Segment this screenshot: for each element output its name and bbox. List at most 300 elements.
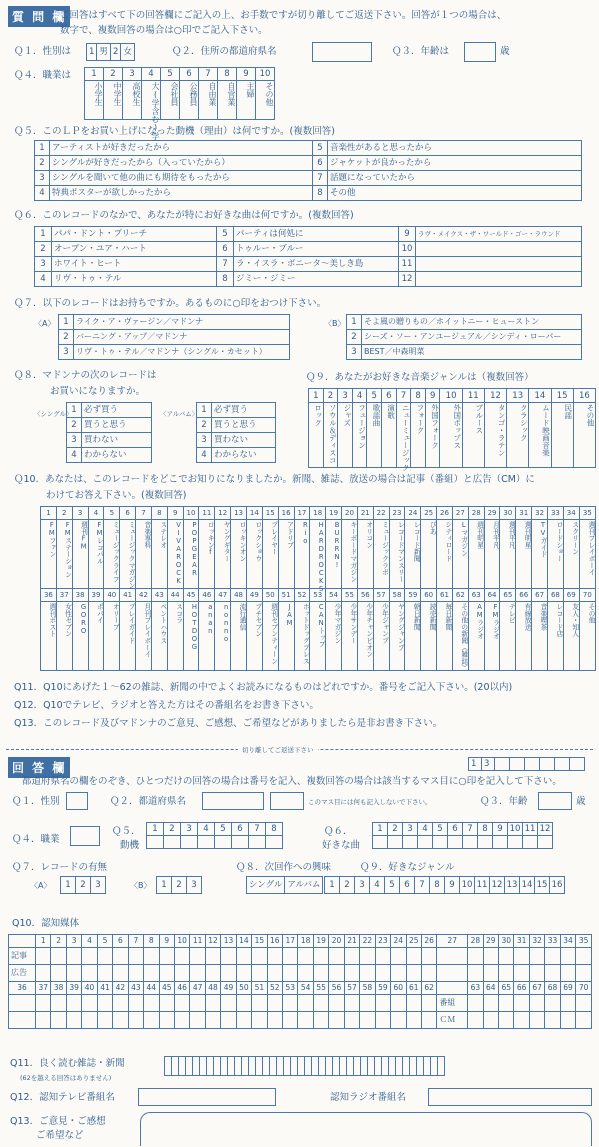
answer-q10-cell[interactable]: [421, 1012, 436, 1029]
answer-q11-cell[interactable]: [382, 1057, 389, 1076]
answer-q5-cell[interactable]: [147, 836, 164, 849]
answer-q6-cell[interactable]: [463, 836, 478, 849]
q10-media-option[interactable]: 週刊FM: [72, 520, 88, 589]
answer-q6-cell[interactable]: [478, 836, 493, 849]
answer-q10-cell[interactable]: [375, 965, 390, 982]
answer-q9-cell[interactable]: 10: [460, 877, 475, 894]
answer-q10-cell[interactable]: [205, 948, 220, 965]
q3-answer-box[interactable]: [464, 42, 496, 62]
answer-q11-cell[interactable]: [270, 1057, 277, 1076]
answer-q10-cell[interactable]: [252, 1012, 267, 1029]
answer-q11-cell[interactable]: [438, 1057, 445, 1076]
answer-q10-cell[interactable]: [375, 1012, 390, 1029]
q10-media-option[interactable]: AMラジオ: [468, 602, 484, 671]
q9-genre-option[interactable]: フュージョン: [352, 403, 367, 468]
answer-q10-cell[interactable]: [205, 965, 220, 982]
answer-q11-cell[interactable]: [347, 1057, 354, 1076]
q10-media-option[interactable]: 友人・知人: [563, 602, 579, 671]
answer-q6-cell[interactable]: [508, 836, 523, 849]
answer-q12-radio-box[interactable]: [428, 1088, 592, 1106]
q10-media-option[interactable]: レコード新聞: [405, 520, 421, 589]
answer-q10-cell[interactable]: [514, 1012, 529, 1029]
answer-q10-cell[interactable]: [82, 948, 97, 965]
q10-media-option[interactable]: 週刊明星: [468, 520, 484, 589]
answer-q7-b-cell[interactable]: 2: [172, 877, 187, 894]
answer-q10-cell[interactable]: [529, 1012, 544, 1029]
answer-q10-cell[interactable]: [174, 1012, 189, 1029]
answer-q10-cell[interactable]: [406, 995, 421, 1012]
q10-media-option[interactable]: HOTDOG: [183, 602, 199, 671]
answer-q10-cell[interactable]: [560, 995, 575, 1012]
answer-q10-cell[interactable]: [221, 995, 236, 1012]
answer-q3-box[interactable]: [538, 792, 572, 810]
q8-album-option[interactable]: 買うと思う: [212, 418, 276, 433]
q7-record[interactable]: リヴ・トゥ・テル／マドンナ（シングル・カセット）: [74, 345, 290, 360]
q6-song[interactable]: [416, 257, 582, 272]
q10-media-option[interactable]: FMステーション: [56, 520, 72, 589]
q10-media-option[interactable]: スクリーン: [563, 520, 579, 589]
answer-q10-cell[interactable]: [313, 995, 328, 1012]
answer-q10-cell[interactable]: [360, 1012, 375, 1029]
answer-q10-cell[interactable]: [529, 965, 544, 982]
q10-media-option[interactable]: ミュージックライフ: [104, 520, 120, 589]
answer-q10-cell[interactable]: [329, 1012, 344, 1029]
answer-q10-cell[interactable]: [36, 965, 51, 982]
answer-q10-cell[interactable]: [174, 995, 189, 1012]
q9-genre-option[interactable]: ムード映画音楽: [529, 403, 551, 468]
answer-q10-cell[interactable]: [298, 995, 313, 1012]
q7-record[interactable]: そよ風の贈りもの／ホイットニー・ヒューストン: [362, 315, 582, 330]
answer-q10-cell[interactable]: [159, 948, 174, 965]
q10-media-option[interactable]: 少年マガジン: [326, 602, 342, 671]
answer-q10-cell[interactable]: [437, 948, 468, 965]
answer-q10-cell[interactable]: [267, 995, 282, 1012]
answer-q5-cell[interactable]: [181, 836, 198, 849]
q10-media-option[interactable]: 音楽喫茶: [532, 602, 548, 671]
answer-q10-cell[interactable]: [421, 965, 436, 982]
answer-q10-cell[interactable]: [360, 965, 375, 982]
q10-media-option[interactable]: ホットドッグプレス: [294, 602, 310, 671]
q5-reason[interactable]: シングルを聞いて他の曲にも期待をもったから: [50, 171, 313, 186]
q10-media-option[interactable]: 少年ジャンプ: [373, 602, 389, 671]
q4-occupation-option[interactable]: 中学生: [104, 81, 123, 120]
answer-q10-cell[interactable]: [499, 965, 514, 982]
q10-media-option[interactable]: Rio: [294, 520, 310, 589]
q4-occupation-option[interactable]: 自由業: [199, 81, 218, 120]
answer-q10-cell[interactable]: [514, 948, 529, 965]
answer-q2-box[interactable]: [202, 792, 264, 810]
answer-q10-cell[interactable]: [159, 1012, 174, 1029]
answer-q9-cell[interactable]: 16: [550, 877, 565, 894]
q10-media-option[interactable]: シティロード: [437, 520, 453, 589]
answer-q6-cell[interactable]: [403, 836, 418, 849]
answer-q10-cell[interactable]: [499, 948, 514, 965]
q10-media-option[interactable]: 週刊プレイボーイ: [579, 520, 595, 589]
answer-q10-cell[interactable]: [236, 995, 251, 1012]
q10-media-option[interactable]: オリーブ: [104, 602, 120, 671]
q1-male[interactable]: 男: [97, 44, 111, 61]
answer-q11-cell[interactable]: [200, 1057, 207, 1076]
answer-q11-cell[interactable]: [396, 1057, 403, 1076]
q10-media-option[interactable]: 週刊セブンティーン: [262, 602, 278, 671]
q10-media-option[interactable]: ヤングジャンプ: [389, 602, 405, 671]
answer-q10-cell[interactable]: [128, 948, 143, 965]
answer-q10-cell[interactable]: [406, 948, 421, 965]
answer-q10-cell[interactable]: [9, 995, 36, 1012]
answer-q11-cell[interactable]: [361, 1057, 368, 1076]
q10-media-option[interactable]: その他: [579, 602, 595, 671]
answer-q10-cell[interactable]: [36, 1012, 51, 1029]
answer-q11-cell[interactable]: [277, 1057, 284, 1076]
answer-q10-cell[interactable]: [144, 965, 159, 982]
answer-q10-cell[interactable]: [499, 1012, 514, 1029]
q10-media-option[interactable]: ポパイ: [88, 602, 104, 671]
answer-q11-cell[interactable]: [340, 1057, 347, 1076]
q4-occupation-option[interactable]: 主婦: [237, 81, 256, 120]
q10-media-option[interactable]: 週刊明星: [516, 520, 532, 589]
answer-q10-cell[interactable]: [128, 995, 143, 1012]
answer-q9-cell[interactable]: 14: [520, 877, 535, 894]
answer-q10-cell[interactable]: [36, 948, 51, 965]
q6-song[interactable]: パパ・ドント・プリーチ: [52, 227, 217, 242]
code-cell-3[interactable]: [495, 758, 510, 771]
q5-reason[interactable]: アーティストが好きだったから: [50, 141, 313, 156]
q10-media-option[interactable]: ステレオ: [151, 520, 167, 589]
q9-genre-option[interactable]: 外国フォーク: [425, 403, 440, 468]
q10-media-option[interactable]: プレイガイド: [120, 602, 136, 671]
q10-media-option[interactable]: POPGEAR: [183, 520, 199, 589]
answer-q10-cell[interactable]: [329, 965, 344, 982]
answer-q11-cell[interactable]: [221, 1057, 228, 1076]
answer-q10-cell[interactable]: [283, 965, 298, 982]
answer-q10-cell[interactable]: [298, 948, 313, 965]
q10-media-option[interactable]: 月刊平凡: [484, 520, 500, 589]
answer-q11-cell[interactable]: [256, 1057, 263, 1076]
answer-q11-cell[interactable]: [410, 1057, 417, 1076]
answer-q10-cell[interactable]: [468, 1012, 483, 1029]
q10-media-option[interactable]: ミュージックマガジン: [120, 520, 136, 589]
answer-q10-cell[interactable]: [576, 965, 592, 982]
q8-single-option[interactable]: わからない: [82, 448, 152, 463]
answer-q10-cell[interactable]: [51, 995, 66, 1012]
q10-media-option[interactable]: テレビ: [500, 602, 516, 671]
answer-q10-cell[interactable]: [514, 965, 529, 982]
answer-q10-cell[interactable]: [375, 995, 390, 1012]
q9-genre-option[interactable]: その他: [573, 403, 595, 468]
answer-q6-cell[interactable]: [418, 836, 433, 849]
answer-q10-cell[interactable]: [113, 1012, 128, 1029]
q10-media-option[interactable]: アドリブ: [278, 520, 294, 589]
answer-q10-cell[interactable]: [391, 1012, 406, 1029]
q7-record[interactable]: シーズ・ソー・アンユージュアル／シンディ・ローパー: [362, 330, 582, 345]
answer-q10-cell[interactable]: [190, 948, 205, 965]
q6-song[interactable]: ラヴ・メイクス・ザ・ワールド・ゴー・ラウンド: [416, 227, 582, 242]
q9-genre-option[interactable]: ロック: [309, 403, 324, 468]
q10-media-option[interactable]: HARDROCKS: [310, 520, 326, 589]
answer-q9-cell[interactable]: 2: [340, 877, 355, 894]
q4-occupation-option[interactable]: 高校生: [123, 81, 142, 120]
q10-media-option[interactable]: オリコン: [357, 520, 373, 589]
q9-genre-option[interactable]: ブルース: [462, 403, 484, 468]
answer-q10-cell[interactable]: [174, 948, 189, 965]
answer-q10-cell[interactable]: [437, 965, 468, 982]
answer-q10-cell[interactable]: [205, 995, 220, 1012]
answer-q10-cell[interactable]: [267, 948, 282, 965]
q10-media-option[interactable]: BURRN!: [326, 520, 342, 589]
answer-q11-cell[interactable]: [305, 1057, 312, 1076]
answer-q9-cell[interactable]: 15: [535, 877, 550, 894]
answer-q10-cell[interactable]: [545, 948, 560, 965]
q6-song[interactable]: ラ・イスラ・ボニータ〜美しき島: [234, 257, 399, 272]
answer-q6-cell[interactable]: [433, 836, 448, 849]
answer-q10-cell[interactable]: [283, 1012, 298, 1029]
answer-q10-cell[interactable]: [421, 948, 436, 965]
answer-q10-cell[interactable]: [51, 965, 66, 982]
q10-media-option[interactable]: レコード店: [548, 602, 564, 671]
answer-q10-cell[interactable]: [375, 948, 390, 965]
q10-media-option[interactable]: 週刊ポスト: [41, 602, 57, 671]
answer-q6-cell[interactable]: [448, 836, 463, 849]
answer-q10-cell[interactable]: [144, 1012, 159, 1029]
answer-q10-cell[interactable]: [560, 948, 575, 965]
answer-q11-cell[interactable]: [228, 1057, 235, 1076]
answer-q9-cell[interactable]: 8: [430, 877, 445, 894]
q5-reason[interactable]: 特典ポスターが欲しかったから: [50, 186, 313, 201]
answer-q10-cell[interactable]: [267, 1012, 282, 1029]
code-cell-5[interactable]: [525, 758, 540, 771]
answer-q10-cell[interactable]: [236, 1012, 251, 1029]
answer-q10-cell[interactable]: [576, 948, 592, 965]
answer-q10-cell[interactable]: [313, 965, 328, 982]
q5-reason[interactable]: 音楽性があると思ったから: [328, 141, 582, 156]
q6-song[interactable]: リヴ・トゥ・テル: [52, 272, 217, 287]
answer-q10-cell[interactable]: [97, 995, 112, 1012]
answer-q10-cell[interactable]: [344, 948, 359, 965]
answer-q11-cell[interactable]: [186, 1057, 193, 1076]
q9-genre-option[interactable]: ソウル＆ディスコ: [323, 403, 338, 468]
answer-q13-box[interactable]: [140, 1112, 592, 1146]
answer-q10-cell[interactable]: [406, 1012, 421, 1029]
q10-media-option[interactable]: 週刊平凡: [500, 520, 516, 589]
q10-media-option[interactable]: FMファン: [41, 520, 57, 589]
answer-q10-cell[interactable]: [205, 1012, 220, 1029]
answer-q10-cell[interactable]: [36, 995, 51, 1012]
answer-q5-cell[interactable]: [232, 836, 249, 849]
q5-reason[interactable]: ジャケットが良かったから: [328, 156, 582, 171]
answer-q11-cell[interactable]: [207, 1057, 214, 1076]
q10-media-option[interactable]: 毎日新聞: [437, 602, 453, 671]
answer-q12-tv-box[interactable]: [138, 1088, 276, 1106]
answer-q11-cell[interactable]: [389, 1057, 396, 1076]
q10-media-option[interactable]: ヤングギター: [215, 520, 231, 589]
answer-q6-cell[interactable]: [523, 836, 538, 849]
answer-q11-cell[interactable]: [319, 1057, 326, 1076]
q10-media-option[interactable]: Lマガジン: [452, 520, 468, 589]
q7-record[interactable]: BEST／中森明菜: [362, 345, 582, 360]
answer-q10-cell[interactable]: [221, 948, 236, 965]
answer-q9-cell[interactable]: 12: [490, 877, 505, 894]
answer-q10-cell[interactable]: [483, 1012, 498, 1029]
answer-q10-cell[interactable]: [128, 965, 143, 982]
answer-q10-cell[interactable]: [576, 995, 592, 1012]
q9-genre-option[interactable]: ジャズ: [338, 403, 353, 468]
answer-q5-cell[interactable]: [266, 836, 283, 849]
q9-genre-option[interactable]: ニューミュージック: [396, 403, 411, 468]
q8-album-option[interactable]: 必ず買う: [212, 403, 276, 418]
q10-media-option[interactable]: CANトップ: [310, 602, 326, 671]
answer-q10-cell[interactable]: [545, 965, 560, 982]
answer-q11-cell[interactable]: [179, 1057, 186, 1076]
q6-song[interactable]: オープン・ユア・ハート: [52, 242, 217, 257]
q10-media-option[interactable]: キーボードマガジン: [342, 520, 358, 589]
answer-q10-cell[interactable]: [468, 995, 483, 1012]
q10-media-option[interactable]: ぴあ: [421, 520, 437, 589]
q4-occupation-option[interactable]: 会社員: [161, 81, 180, 120]
q10-media-option[interactable]: anan: [199, 602, 215, 671]
code-cell-8[interactable]: [570, 758, 585, 771]
answer-q10-cell[interactable]: [252, 995, 267, 1012]
answer-q11-cell[interactable]: [193, 1057, 200, 1076]
answer-q11-cell[interactable]: [298, 1057, 305, 1076]
answer-q10-cell[interactable]: [529, 995, 544, 1012]
q6-song[interactable]: ジミー・ジミー: [234, 272, 399, 287]
q10-media-option[interactable]: スコラ: [167, 602, 183, 671]
answer-q10-cell[interactable]: [298, 1012, 313, 1029]
q8-single-option[interactable]: 買わない: [82, 433, 152, 448]
q10-media-option[interactable]: ミュージックラボ: [373, 520, 389, 589]
q10-media-option[interactable]: GORO: [72, 602, 88, 671]
q10-media-option[interactable]: FMレコパル: [88, 520, 104, 589]
answer-q11-cell[interactable]: [312, 1057, 319, 1076]
q9-genre-option[interactable]: 歌謡曲: [367, 403, 382, 468]
answer-q10-cell[interactable]: [144, 995, 159, 1012]
answer-q10-cell[interactable]: [221, 965, 236, 982]
answer-q11-cell[interactable]: [354, 1057, 361, 1076]
q6-song[interactable]: パーティは何処に: [234, 227, 399, 242]
answer-q10-cell[interactable]: [51, 948, 66, 965]
answer-q9-cell[interactable]: 1: [325, 877, 340, 894]
q4-occupation-option[interactable]: 小学生: [85, 81, 104, 120]
q8-album-option[interactable]: 買わない: [212, 433, 276, 448]
answer-q10-cell[interactable]: [82, 995, 97, 1012]
q9-genre-option[interactable]: タンゴ・ラテン: [484, 403, 506, 468]
answer-q11-cell[interactable]: [368, 1057, 375, 1076]
answer-q10-cell[interactable]: [252, 965, 267, 982]
answer-q5-cell[interactable]: [164, 836, 181, 849]
answer-q5-cell[interactable]: [249, 836, 266, 849]
q10-media-option[interactable]: ロックショウ: [246, 520, 262, 589]
answer-q9-cell[interactable]: 9: [445, 877, 460, 894]
answer-q11-cell[interactable]: [431, 1057, 438, 1076]
q10-media-option[interactable]: 女性セブン: [56, 602, 72, 671]
answer-q10-cell[interactable]: [66, 995, 81, 1012]
answer-q9-cell[interactable]: 4: [370, 877, 385, 894]
answer-q9-cell[interactable]: 11: [475, 877, 490, 894]
q10-media-option[interactable]: プチセブン: [246, 602, 262, 671]
answer-q10-cell[interactable]: [391, 995, 406, 1012]
answer-q10-cell[interactable]: [236, 965, 251, 982]
answer-q5-cell[interactable]: [215, 836, 232, 849]
q9-genre-option[interactable]: 外国ポップス: [440, 403, 462, 468]
answer-q10-cell[interactable]: [82, 965, 97, 982]
answer-q6-cell[interactable]: [538, 836, 553, 849]
answer-q10-cell[interactable]: [221, 1012, 236, 1029]
q10-media-option[interactable]: ペントハウス: [151, 602, 167, 671]
answer-q9-cell[interactable]: 6: [400, 877, 415, 894]
answer-q11-cell[interactable]: [291, 1057, 298, 1076]
answer-q10-cell[interactable]: [529, 948, 544, 965]
answer-q11-cell[interactable]: [235, 1057, 242, 1076]
q10-media-option[interactable]: 少年サンデー: [342, 602, 358, 671]
answer-q10-cell[interactable]: [344, 965, 359, 982]
q6-song[interactable]: ホワイト・ヒート: [52, 257, 217, 272]
answer-q10-cell[interactable]: [560, 965, 575, 982]
q10-media-option[interactable]: FMラジオ: [484, 602, 500, 671]
answer-q10-cell[interactable]: [128, 1012, 143, 1029]
q9-genre-option[interactable]: 演歌: [382, 403, 397, 468]
answer-q11-cell[interactable]: [417, 1057, 424, 1076]
answer-q10-cell[interactable]: [514, 995, 529, 1012]
answer-q10-cell[interactable]: [113, 965, 128, 982]
answer-q10-cell[interactable]: [97, 965, 112, 982]
q5-reason[interactable]: その他: [328, 186, 582, 201]
q10-media-option[interactable]: TVガイド: [532, 520, 548, 589]
answer-q9-cell[interactable]: 3: [355, 877, 370, 894]
answer-q10-cell[interactable]: [236, 948, 251, 965]
q10-media-option[interactable]: その他の新聞（雑誌）: [452, 602, 468, 671]
answer-q10-cell[interactable]: [391, 948, 406, 965]
q10-media-option[interactable]: 流行通信: [231, 602, 247, 671]
answer-q9-cell[interactable]: 13: [505, 877, 520, 894]
q6-song[interactable]: [416, 242, 582, 257]
q10-media-option[interactable]: JAM: [278, 602, 294, 671]
answer-q10-cell[interactable]: [560, 1012, 575, 1029]
q10-media-option[interactable]: ロッキンオン: [231, 520, 247, 589]
answer-q1-box[interactable]: [66, 792, 88, 810]
answer-q8-single[interactable]: シングル: [247, 877, 285, 894]
answer-q10-cell[interactable]: [344, 1012, 359, 1029]
q1-female[interactable]: 女: [121, 44, 135, 61]
answer-q4-box[interactable]: [70, 826, 100, 846]
answer-q10-cell[interactable]: [174, 965, 189, 982]
q4-occupation-option[interactable]: 大(学含む)学: [142, 81, 161, 120]
answer-q10-cell[interactable]: [391, 965, 406, 982]
answer-q10-cell[interactable]: [97, 948, 112, 965]
q7-record[interactable]: ライク・ア・ヴァージン／マドンナ: [74, 315, 290, 330]
answer-q11-cell[interactable]: [375, 1057, 382, 1076]
answer-q10-cell[interactable]: [313, 1012, 328, 1029]
q7-record[interactable]: バーニング・アップ／マドンナ: [74, 330, 290, 345]
q9-genre-option[interactable]: クラシック: [507, 403, 529, 468]
answer-q10-cell[interactable]: [329, 995, 344, 1012]
answer-q7-a-cell[interactable]: 3: [91, 877, 106, 894]
q10-media-option[interactable]: プレイヤー: [262, 520, 278, 589]
answer-q6-cell[interactable]: [493, 836, 508, 849]
answer-q9-cell[interactable]: 5: [385, 877, 400, 894]
answer-q11-cell[interactable]: [284, 1057, 291, 1076]
answer-q10-cell[interactable]: [190, 995, 205, 1012]
answer-q11-cell[interactable]: [214, 1057, 221, 1076]
q2-answer-box[interactable]: [312, 42, 372, 62]
answer-q11-cell[interactable]: [263, 1057, 270, 1076]
q10-media-option[interactable]: 音楽専科: [136, 520, 152, 589]
q8-single-option[interactable]: 買うと思う: [82, 418, 152, 433]
q10-media-option[interactable]: ロッキンf: [199, 520, 215, 589]
answer-q11-cell[interactable]: [424, 1057, 431, 1076]
q10-media-option[interactable]: 読売新聞: [421, 602, 437, 671]
answer-q7-a-cell[interactable]: 1: [61, 877, 76, 894]
answer-q6-cell[interactable]: [388, 836, 403, 849]
